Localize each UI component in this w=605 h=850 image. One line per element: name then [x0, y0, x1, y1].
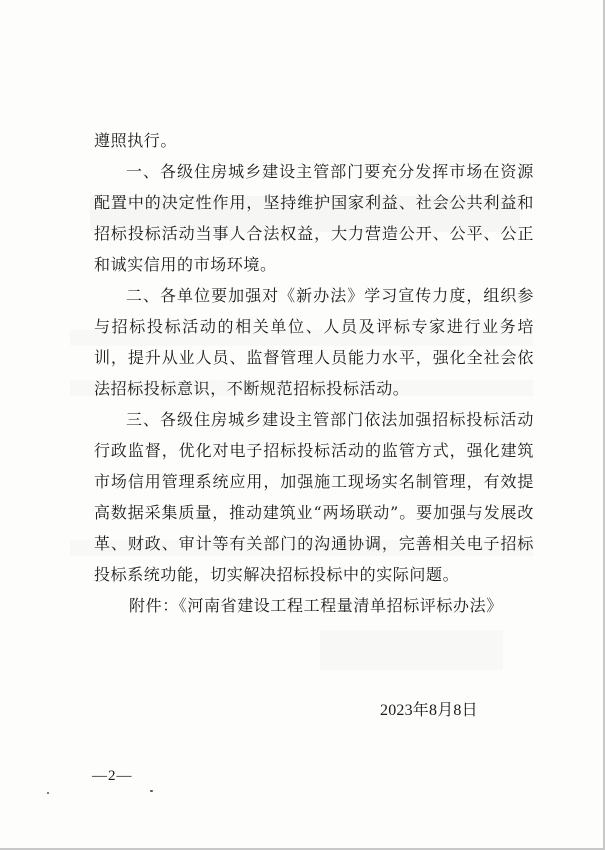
paragraph-2: 二、各单位要加强对《新办法》学习宣传力度，组织参与招标投标活动的相关单位、人员及评标专家进行业务培训，提升从业人员、监督管理人员能力水平，强化全社会依法招标投标意识，不断规范招标投标活动。 [94, 286, 534, 398]
page-number: —2— [92, 768, 133, 784]
issue-date: 2023年8月8日 [380, 702, 478, 719]
paragraph-3: 三、各级住房城乡建设主管部门依法加强招标投标活动行政监督，优化对电子招标投标活动的监管方式，强化建筑市场信用管理系统应用，加强施工现场实名制管理，有效提高数据采集质量，推动建筑业“两场联动”。要加强与发展改革、财政、审计等有关部门的沟通协调，完善相关电子招标投标系统功能，切实解决招标投标中的实际问题。 [94, 410, 534, 584]
scan-speck [150, 790, 153, 792]
attachment-line: 附件：《河南省建设工程工程量清单招标评标办法》 [129, 596, 503, 615]
scan-speck [47, 792, 49, 794]
document-body [94, 125, 534, 590]
bleed-through-shade [320, 630, 503, 670]
paragraph-1: 一、各级住房城乡建设主管部门要充分发挥市场在资源配置中的决定性作用，坚持维护国家利益、社会公共利益和招标投标活动当事人合法权益，大力营造公开、公平、公正和诚实信用的市场环境。 [94, 162, 534, 274]
intro-line: 遵照执行。 [94, 131, 178, 150]
